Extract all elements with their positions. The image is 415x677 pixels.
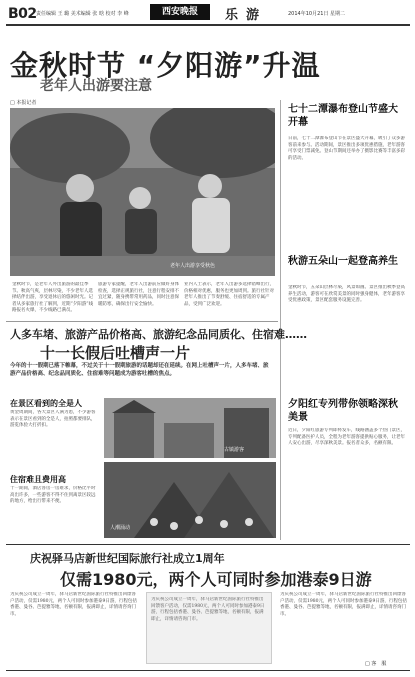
main-photo <box>10 108 275 276</box>
middle-photo1-caption: 古镇游客 <box>224 447 245 453</box>
section-name: 乐游 <box>225 8 268 23</box>
sidebar-item3-body: 近日，夕阳红旅游专列即将发车，线路涵盖多个热门景区，专列配备医护人员，全程为老年游客提供贴心服务，让老年人安心出游，尽享深秋美景。报名者众多，名额有限。 <box>288 428 405 446</box>
sidebar-item1-title: 七十二潭瀑布登山节盛大开幕 <box>288 104 398 128</box>
middle-subsection1-title: 在景区看到的全是人 <box>10 399 82 408</box>
page-bottom-rule <box>6 670 410 671</box>
middle-subsection1-body: 黄金周期间，各大景区人满为患，不少游客表示在景区看到的全是人，拍照都要排队，游览体验大打折扣。 <box>10 410 96 428</box>
middle-subsection2-body: 十一期间，酒店客房一房难求，价格比平时高出许多，一些游客不得不住到离景区较远的地方，给出行带来不便。 <box>10 486 96 504</box>
page-code: B02 <box>8 6 37 22</box>
middle-photo2-caption: 人潮涌动 <box>110 525 131 531</box>
bottom-kicker: 庆祝驿马店新世纪国际旅行社成立1周年 <box>30 552 225 565</box>
main-byline: □ 本报记者 <box>10 100 37 106</box>
sidebar-item3-title: 夕阳红专列带你领略深秋美景 <box>288 399 398 423</box>
newspaper-logo: 西安晚报 <box>150 4 210 20</box>
middle-photo-2 <box>104 462 276 538</box>
bottom-top-rule <box>6 544 410 545</box>
page-header <box>0 0 415 36</box>
main-photo-caption: 老年人出游享受秋色 <box>170 263 216 269</box>
bottom-itinerary-text: 为庆祝公司成立一周年，驿马店新世纪国际旅行社特推出回馈客户活动，仅需1980元，两个人可同时参加港泰9日游，行程包括香港、曼谷、芭提雅等地，名额有限，报满即止，详情请咨询门市。 <box>151 597 265 622</box>
middle-top-rule <box>6 321 278 322</box>
header-rule <box>6 24 410 26</box>
issue-date: 2014年10月21日 星期二 <box>288 11 346 17</box>
middle-kicker: 人多车堵、旅游产品价格高、旅游纪念品同质化、住宿难…… <box>10 328 307 341</box>
main-subhead: 老年人出游要注意 <box>40 78 152 94</box>
main-body-col2: 旅游专家提醒，老年人出游前应做好身体检查，选择正规旅行社，注意行程安排不宜过紧，随身携带常用药品，同时注意保暖防寒，确保出行安全愉快。 <box>98 282 179 307</box>
main-body-col3: 业内人士表示，老年人出游多选择错峰出行，价格相对优惠，服务也更加周到。旅行社针对老年人推出了节奏舒缓、住宿舒适的专属产品，受到广泛欢迎。 <box>184 282 274 307</box>
middle-subsection2-title: 住宿难且费用高 <box>10 475 66 484</box>
main-headline: 金秋时节 “夕阳游”升温 <box>10 49 321 82</box>
seniors-photo-illustration <box>10 108 275 276</box>
main-body-col1: 金秋时节，是老年人外出旅游的最佳季节。秋高气爽，层林尽染，不少老年人选择结伴出游，享受退休后的悠闲时光。记者从多家旅行社了解到，近期“夕阳游”线路报名火爆，不少线路已满员。 <box>12 282 94 313</box>
bottom-body-col1: 为庆祝公司成立一周年，驿马店新世纪国际旅行社特推出回馈客户活动，仅需1980元，两个人可同时参加港泰9日游，行程包括香港、曼谷、芭提雅等地，名额有限，报满即止，详情请咨询门市。 <box>10 592 137 617</box>
middle-lead: 今年的十一假期已落下帷幕，不过关于十一假期旅游的话题却还在延续。在网上吐槽声一片，人多车堵、旅游产品价格高、纪念品同质化、住宿难等问题成为游客吐槽的焦点。 <box>10 363 269 377</box>
sidebar-item2-body: 金秋时节，五朵山层林尽染，风景如画。景区推出秋季登高养生活动，游客可在欣赏美景的同时强身健体，老年游客享受优惠政策，景区配套服务设施完善。 <box>288 285 405 303</box>
column-divider <box>280 100 281 540</box>
middle-headline: 十一长假后吐槽声一片 <box>40 344 191 362</box>
bottom-body-col3: 为庆祝公司成立一周年，驿马店新世纪国际旅行社特推出回馈客户活动，仅需1980元，两个人可同时参加港泰9日游，行程包括香港、曼谷、芭提雅等地，名额有限，报满即止，详情请咨询门市。 <box>280 592 407 617</box>
page-credits: 责任编辑 王 璐 美术编辑 张 晗 校对 李 峰 <box>36 11 129 17</box>
townscape-photo-illustration <box>104 398 276 458</box>
sidebar-item2-title: 秋游五朵山一起登高养生 <box>288 256 398 267</box>
bottom-itinerary-box <box>146 592 272 664</box>
sidebar-item1-body: 日前，七十二潭瀑布登山节在景区盛大开幕，吸引了众多游客前来参与。活动期间，景区推出多项优惠措施，老年游客可享受门票减免。登山节期间还举办了摄影比赛等丰富多彩的活动。 <box>288 136 405 161</box>
bottom-headline: 仅需1980元，两个人可同时参加港泰9日游 <box>60 570 372 589</box>
bottom-stamp: □ 客 服 <box>365 661 387 667</box>
middle-photo-1 <box>104 398 276 458</box>
